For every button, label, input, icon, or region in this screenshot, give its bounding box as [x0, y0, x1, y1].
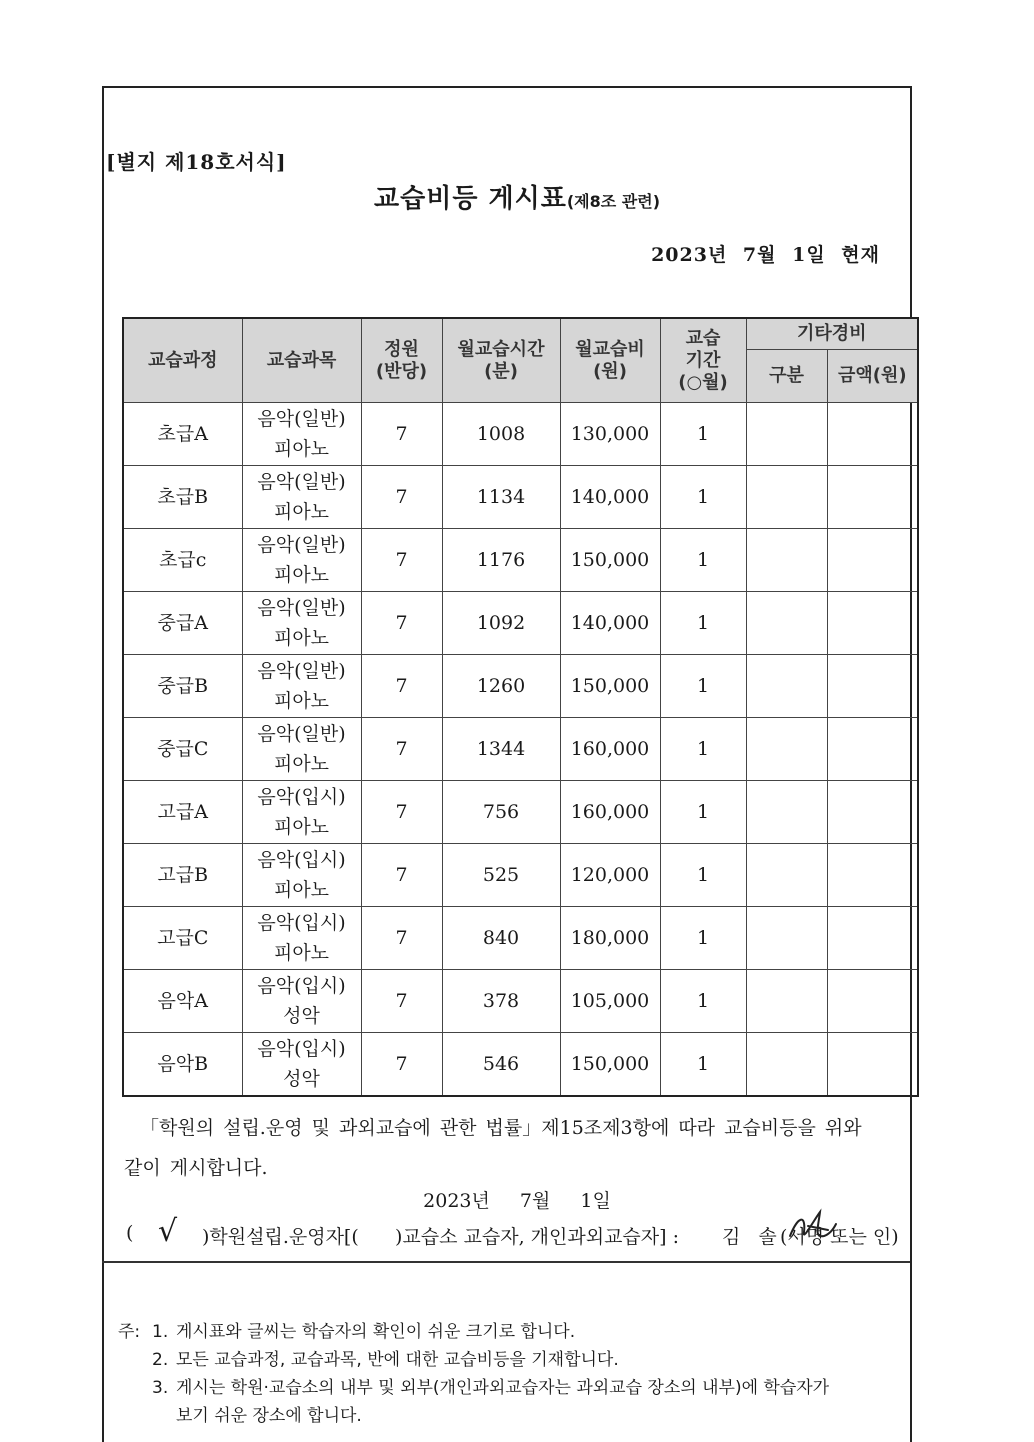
- cell-hours: 1344: [442, 718, 560, 781]
- header-subject: 교습과목: [242, 318, 361, 403]
- role-text: )학원설립.운영자[( )교습소 교습자, 개인과외교습자] :: [202, 1226, 679, 1248]
- fee-table: [122, 317, 919, 1097]
- table-row: [123, 655, 918, 718]
- table-row: [123, 781, 918, 844]
- cell-course: 중급B: [123, 655, 242, 718]
- cell-hours: 1008: [442, 403, 560, 466]
- cell-period: 1: [660, 718, 746, 781]
- cell-hours: 1134: [442, 466, 560, 529]
- cell-other-amount: [827, 655, 918, 718]
- cell-course: 고급A: [123, 781, 242, 844]
- table-row: [123, 1033, 918, 1097]
- cell-other-amount: [827, 1033, 918, 1097]
- cell-capacity: 7: [361, 403, 442, 466]
- handwritten-signature: [784, 1206, 840, 1250]
- cell-other-amount: [827, 466, 918, 529]
- cell-other-type: [746, 970, 827, 1033]
- notes-list: [118, 1318, 908, 1430]
- cell-subject: 음악(입시) 피아노: [242, 907, 361, 970]
- cell-subject: 음악(일반) 피아노: [242, 466, 361, 529]
- cell-fee: 150,000: [560, 529, 660, 592]
- cell-capacity: 7: [361, 655, 442, 718]
- cell-period: 1: [660, 970, 746, 1033]
- statement-line-2: 같이 게시합니다.: [124, 1157, 268, 1179]
- note-item: [152, 1402, 908, 1430]
- cell-fee: 140,000: [560, 592, 660, 655]
- as-of-date: 2023년 7월 1일 현재: [651, 244, 880, 266]
- note-number: 3.: [152, 1378, 169, 1398]
- cell-other-type: [746, 907, 827, 970]
- cell-other-type: [746, 529, 827, 592]
- cell-other-amount: [827, 970, 918, 1033]
- cell-subject: 음악(입시) 피아노: [242, 781, 361, 844]
- cell-hours: 840: [442, 907, 560, 970]
- header-hours: 월교습시간 (분): [442, 318, 560, 403]
- cell-fee: 105,000: [560, 970, 660, 1033]
- note-number: 2.: [152, 1350, 169, 1370]
- cell-period: 1: [660, 844, 746, 907]
- cell-period: 1: [660, 529, 746, 592]
- cell-course: 초급A: [123, 403, 242, 466]
- cell-other-type: [746, 781, 827, 844]
- cell-other-amount: [827, 781, 918, 844]
- cell-other-type: [746, 592, 827, 655]
- cell-period: 1: [660, 466, 746, 529]
- cell-fee: 160,000: [560, 718, 660, 781]
- cell-other-type: [746, 1033, 827, 1097]
- table-row: [123, 466, 918, 529]
- note-item: [152, 1374, 908, 1402]
- cell-capacity: 7: [361, 529, 442, 592]
- cell-capacity: 7: [361, 907, 442, 970]
- seal-text: (서명 또는 인): [780, 1226, 899, 1248]
- cell-subject: 음악(입시) 피아노: [242, 844, 361, 907]
- form-number: [별지 제18호서식]: [106, 150, 287, 174]
- cell-hours: 546: [442, 1033, 560, 1097]
- document-title: [0, 178, 1034, 215]
- note-number: 1.: [152, 1322, 169, 1342]
- table-row: [123, 844, 918, 907]
- notes: [118, 1318, 908, 1430]
- cell-period: 1: [660, 592, 746, 655]
- cell-subject: 음악(일반) 피아노: [242, 529, 361, 592]
- note-text: 게시는 학원·교습소의 내부 및 외부(개인과외교습자는 과외교습 장소의 내부)에 학습자가: [176, 1378, 830, 1398]
- signer-name: 김 솔: [722, 1226, 783, 1248]
- note-text: 모든 교습과정, 교습과목, 반에 대한 교습비등을 기재합니다.: [176, 1350, 619, 1370]
- cell-course: 고급B: [123, 844, 242, 907]
- cell-fee: 130,000: [560, 403, 660, 466]
- cell-other-amount: [827, 718, 918, 781]
- cell-fee: 160,000: [560, 781, 660, 844]
- cell-subject: 음악(일반) 피아노: [242, 718, 361, 781]
- section-divider: [102, 1261, 910, 1263]
- cell-period: 1: [660, 1033, 746, 1097]
- cell-other-amount: [827, 907, 918, 970]
- statement-line-1: 「학원의 설립.운영 및 과외교습에 관한 법률」제15조제3항에 따라 교습비등을 위와: [140, 1117, 862, 1139]
- cell-other-amount: [827, 592, 918, 655]
- statement: [124, 1108, 914, 1188]
- cell-course: 중급A: [123, 592, 242, 655]
- cell-capacity: 7: [361, 844, 442, 907]
- cell-course: 음악A: [123, 970, 242, 1033]
- cell-fee: 180,000: [560, 907, 660, 970]
- cell-fee: 120,000: [560, 844, 660, 907]
- table-row: [123, 403, 918, 466]
- cell-hours: 525: [442, 844, 560, 907]
- table-row: [123, 970, 918, 1033]
- cell-capacity: 7: [361, 466, 442, 529]
- cell-period: 1: [660, 781, 746, 844]
- cell-subject: 음악(일반) 피아노: [242, 592, 361, 655]
- cell-subject: 음악(일반) 피아노: [242, 403, 361, 466]
- cell-fee: 140,000: [560, 466, 660, 529]
- cell-course: 초급c: [123, 529, 242, 592]
- header-other-type: 구분: [746, 350, 827, 403]
- header-course: 교습과정: [123, 318, 242, 403]
- cell-period: 1: [660, 403, 746, 466]
- header-other-amount: 금액(원): [827, 350, 918, 403]
- header-other-expenses: 기타경비: [746, 318, 918, 350]
- fee-table-body: [123, 403, 918, 1097]
- cell-hours: 1260: [442, 655, 560, 718]
- cell-other-amount: [827, 403, 918, 466]
- note-item: [152, 1318, 908, 1346]
- cell-other-type: [746, 466, 827, 529]
- paren-open: (: [126, 1222, 134, 1244]
- cell-other-type: [746, 403, 827, 466]
- cell-other-type: [746, 655, 827, 718]
- cell-course: 중급C: [123, 718, 242, 781]
- table-row: [123, 907, 918, 970]
- cell-other-amount: [827, 844, 918, 907]
- note-text: 게시표와 글씨는 학습자의 확인이 쉬운 크기로 합니다.: [176, 1322, 576, 1342]
- title-sub: (제8조 관련): [566, 192, 661, 211]
- header-capacity: 정원 (반당): [361, 318, 442, 403]
- checkmark-icon: √: [158, 1214, 178, 1249]
- cell-hours: 378: [442, 970, 560, 1033]
- header-period: 교습 기간 (○월): [660, 318, 746, 403]
- table-row: [123, 529, 918, 592]
- cell-course: 고급C: [123, 907, 242, 970]
- signature-date: 2023년 7월 1일: [423, 1190, 611, 1212]
- cell-hours: 1176: [442, 529, 560, 592]
- cell-hours: 756: [442, 781, 560, 844]
- cell-fee: 150,000: [560, 1033, 660, 1097]
- note-text: 보기 쉬운 장소에 합니다.: [176, 1406, 362, 1426]
- cell-other-type: [746, 844, 827, 907]
- cell-subject: 음악(입시) 성악: [242, 1033, 361, 1097]
- cell-capacity: 7: [361, 718, 442, 781]
- cell-other-amount: [827, 529, 918, 592]
- cell-period: 1: [660, 655, 746, 718]
- cell-subject: 음악(일반) 피아노: [242, 655, 361, 718]
- cell-capacity: 7: [361, 970, 442, 1033]
- table-row: [123, 592, 918, 655]
- cell-period: 1: [660, 907, 746, 970]
- cell-capacity: 7: [361, 781, 442, 844]
- table-row: [123, 718, 918, 781]
- cell-subject: 음악(입시) 성악: [242, 970, 361, 1033]
- notes-label: 주:: [118, 1322, 141, 1342]
- cell-fee: 150,000: [560, 655, 660, 718]
- header-fee: 월교습비 (원): [560, 318, 660, 403]
- note-item: [152, 1346, 908, 1374]
- cell-hours: 1092: [442, 592, 560, 655]
- cell-other-type: [746, 718, 827, 781]
- title-main: 교습비등 게시표: [373, 184, 567, 214]
- cell-course: 음악B: [123, 1033, 242, 1097]
- cell-capacity: 7: [361, 1033, 442, 1097]
- cell-capacity: 7: [361, 592, 442, 655]
- cell-course: 초급B: [123, 466, 242, 529]
